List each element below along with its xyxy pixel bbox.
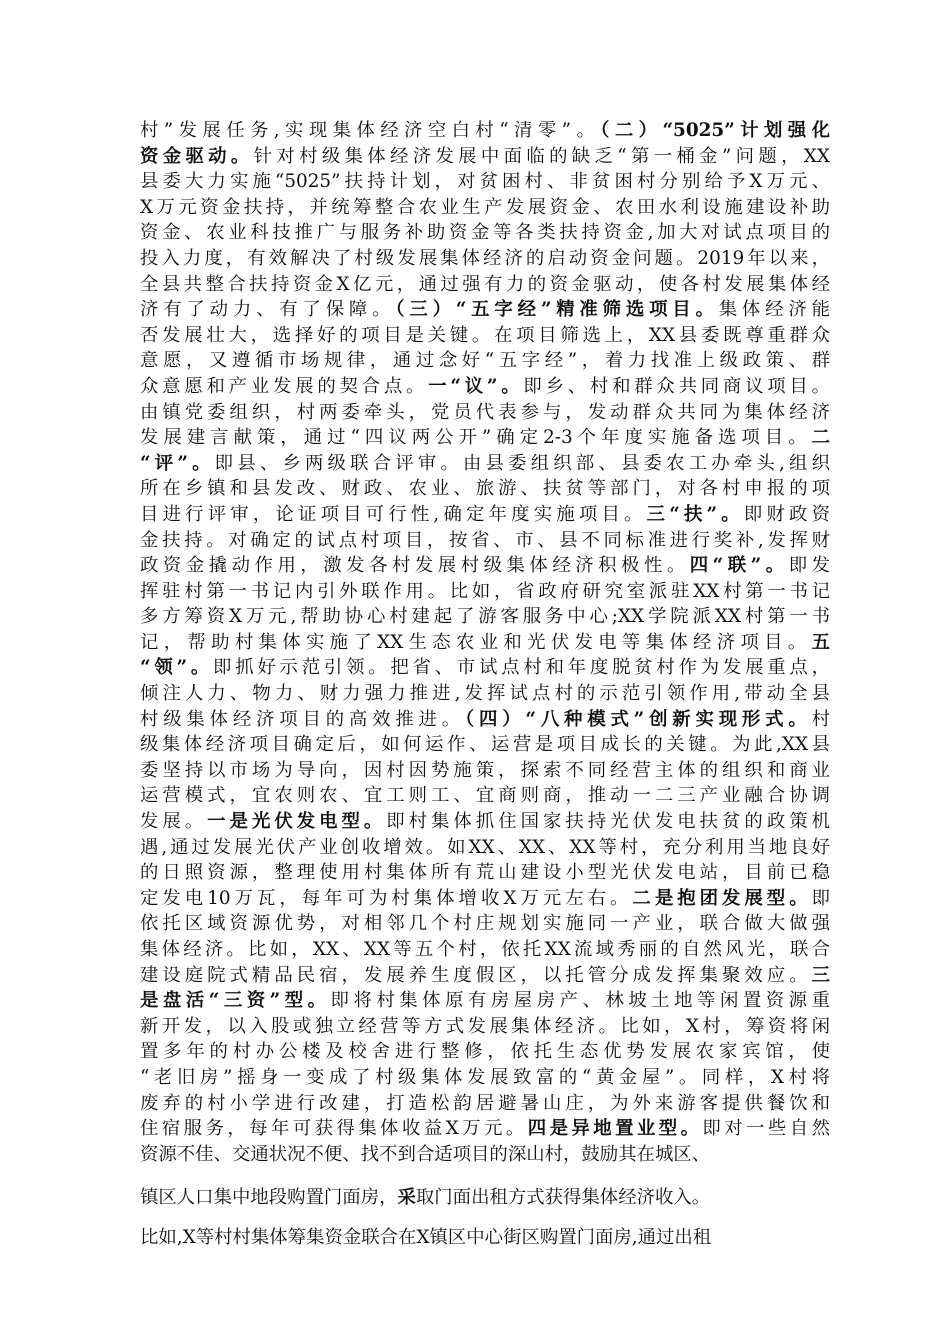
text-segment: “老旧房”摇身一变成了村级集体发展致富的“黄金屋”。同样，X村将	[140, 1066, 830, 1088]
line-gap	[140, 1167, 830, 1185]
text-line	[140, 732, 830, 758]
text-line	[140, 758, 830, 784]
text-line	[140, 1185, 830, 1211]
text-line	[140, 220, 830, 246]
text-segment: 住宿服务，每年可获得集体收益X万元。	[140, 1118, 528, 1140]
text-line	[140, 1225, 830, 1251]
text-line	[140, 1065, 830, 1091]
text-segment: 资源不佳、交通状况不便、找不到合适项目的深山村，鼓励其在城区、	[140, 1143, 711, 1165]
text-line	[140, 937, 830, 963]
text-line	[140, 476, 830, 502]
bold-heading-segment: （二）“5025”计划强化	[600, 120, 830, 141]
text-segment: 集体经济能	[718, 299, 830, 321]
text-line	[140, 681, 830, 707]
text-line	[140, 579, 830, 605]
text-segment: 发展建言献策，通过“四议两公开”确定2-3个年度实施备选项目。	[140, 427, 812, 449]
text-line	[140, 246, 830, 272]
text-segment: 遇,通过发展光伏产业创收增效。如XX、XX、XX等村，充分利用当地良好	[140, 836, 830, 858]
bold-heading-segment: 是盘活“三资”型。	[140, 990, 331, 1012]
bold-heading-segment: （四）“八种模式”创新实现形式。	[464, 708, 812, 730]
text-segment: 目进行评审，论证项目可行性,确定年度实施项目。	[140, 503, 647, 525]
bold-heading-segment: 五	[811, 631, 830, 653]
text-segment: 取门面出租方式获得集体经济收入。	[415, 1187, 711, 1209]
text-line	[140, 655, 830, 681]
text-line	[140, 1091, 830, 1117]
text-segment: 村级集体经济项目的高效推进。	[140, 708, 465, 730]
bold-heading-segment: “领”。	[140, 657, 214, 679]
text-line	[140, 1116, 830, 1142]
bold-heading-segment: 采	[397, 1187, 416, 1209]
text-line	[140, 425, 830, 451]
text-segment: 全县共整合扶持资金X亿元，通过强有力的资金驱动，使各村发展集体经	[140, 273, 830, 295]
text-segment: 多方筹资X万元,帮助协心村建起了游客服务中心;XX学院派XX村第一书	[140, 606, 830, 628]
text-line	[140, 707, 830, 733]
bold-heading-segment: 二是抱团发展型。	[632, 887, 812, 909]
text-line	[140, 809, 830, 835]
text-line	[140, 553, 830, 579]
text-line	[140, 886, 830, 912]
bold-heading-segment: 一“议”。	[428, 375, 524, 397]
bold-heading-segment: 二	[811, 427, 830, 449]
bold-heading-segment: 一是光伏发电型。	[207, 811, 387, 833]
text-segment: 即将村集体原有房屋房产、林坡土地等闲置资源重	[330, 990, 830, 1012]
text-segment: 新开发，以入股或独立经营等方式发展集体经济。比如，X村，筹资将闲	[140, 1015, 830, 1037]
text-line	[140, 1014, 830, 1040]
text-segment: 定发电10万瓦，每年可为村集体增收X万元左右。	[140, 887, 633, 909]
text-segment: 针对村级集体经济发展中面临的缺乏“第一桶金”问题，XX	[253, 145, 830, 167]
text-line	[140, 783, 830, 809]
text-segment: 即抓好示范引领。把省、市试点村和年度脱贫村作为发展重点，	[213, 657, 830, 679]
text-line	[140, 400, 830, 426]
text-segment: 县委大力实施“5025”扶持计划，对贫困村、非贫困村分别给予X万元、	[140, 171, 830, 193]
bold-heading-segment: （三）“五字经”精准筛选项目。	[395, 299, 719, 321]
text-segment: 村”发展任务,实现集体经济空白村“清零”。	[140, 120, 601, 141]
text-line	[140, 630, 830, 656]
text-segment: 倾注人力、物力、财力强力推进,发挥试点村的示范引领作用,带动全县	[140, 683, 830, 705]
text-segment: 由镇党委组织，村两委牵头，党员代表参与，发动群众共同为集体经济	[140, 401, 830, 423]
text-segment: 记，帮助村集体实施了XX生态农业和光伏发电等集体经济项目。	[140, 631, 812, 653]
text-segment: 即乡、村和群众共同商议项目。	[523, 375, 830, 397]
text-segment: 济有了动力、有了保障。	[140, 299, 396, 321]
text-line	[140, 604, 830, 630]
text-line	[140, 144, 830, 170]
text-segment: 发展。	[140, 811, 208, 833]
text-segment: X万元资金扶持，并统筹整合农业生产发展资金、农田水利设施建设补助	[140, 196, 830, 218]
text-line	[140, 502, 830, 528]
text-line	[140, 528, 830, 554]
text-line	[140, 169, 830, 195]
text-line	[140, 272, 830, 298]
text-line	[140, 860, 830, 886]
text-segment: 政资金撬动作用，激发各村发展村级集体经济积极性。	[140, 555, 690, 577]
text-segment: 村	[811, 708, 830, 730]
text-segment: 即发	[788, 555, 830, 577]
text-segment: 众意愿和产业发展的契合点。	[140, 375, 429, 397]
text-segment: 级集体经济项目确定后，如何运作、运营是项目成长的关键。为此,XX县	[140, 734, 830, 756]
text-segment: 投入力度，有效解决了村级发展集体经济的启动资金问题。2019年以来，	[140, 247, 830, 269]
bold-heading-segment: 资金驱动。	[140, 145, 254, 167]
text-segment: 即县、乡两级联合评审。由县委组织部、县委农工办牵头,组织	[214, 452, 830, 474]
text-line	[140, 118, 830, 144]
text-segment: 废弃的村小学进行改建，打造松韵居避暑山庄，为外来游客提供餐饮和	[140, 1092, 830, 1114]
text-segment: 的日照资源，整理使用村集体所有荒山建设小型光伏发电站，目前已稳	[140, 862, 830, 884]
text-line	[140, 374, 830, 400]
text-line	[140, 195, 830, 221]
bold-heading-segment: 四是异地置业型。	[527, 1118, 703, 1140]
body-text	[140, 118, 830, 1251]
text-segment: 集体经济。比如，XX、XX等五个村，依托XX流域秀丽的自然风光，联合	[140, 939, 830, 960]
bold-heading-segment: 四“联”。	[689, 555, 789, 577]
text-segment: 委坚持以市场为导向，因村因势施策，探索不同经营主体的组织和商业	[140, 759, 830, 781]
text-line	[140, 963, 830, 989]
text-segment: 运营模式，宜农则农、宜工则工、宜商则商，推动一二三产业融合协调	[140, 785, 830, 807]
text-segment: 资金、农业科技推广与服务补助资金等各类扶持资金,加大对试点项目的	[140, 222, 830, 244]
text-line	[140, 988, 830, 1014]
text-segment: 比如,X等村村集体筹集资金联合在X镇区中心街区购置门面房,通过出租	[140, 1226, 712, 1248]
text-segment: 挥驻村第一书记内引外联作用。比如，省政府研究室派驻XX村第一书记	[140, 580, 830, 602]
bold-heading-segment: 三	[811, 964, 830, 986]
text-line	[140, 451, 830, 477]
text-line	[140, 911, 830, 937]
text-segment: 意愿，又遵循市场规律，通过念好“五字经”，着力找准上级政策、群	[140, 350, 830, 372]
text-segment: 否发展壮大，选择好的项目是关键。在项目筛选上，XX县委既尊重群众	[140, 324, 830, 346]
text-segment: 所在乡镇和县发改、财政、农业、旅游、扶贫等部门，对各村申报的项	[140, 478, 830, 500]
line-gap	[140, 1211, 830, 1225]
text-line	[140, 835, 830, 861]
text-line	[140, 297, 830, 323]
text-segment: 金扶持。对确定的试点村项目，按省、市、县不同标准进行奖补,发挥财	[140, 529, 830, 551]
text-segment: 即财政资	[743, 503, 830, 525]
text-line	[140, 348, 830, 374]
text-segment: 镇区人口集中地段购置门面房，	[140, 1187, 398, 1209]
bold-heading-segment: “评”。	[140, 452, 215, 474]
text-line	[140, 323, 830, 349]
text-line	[140, 1142, 830, 1168]
text-segment: 置多年的村办公楼及校舍进行整修，依托生态优势发展农家宾馆，使	[140, 1041, 830, 1063]
text-line	[140, 1039, 830, 1065]
text-segment: 即村集体抓住国家扶持光伏发电扶贫的政策机	[386, 811, 830, 833]
text-segment: 依托区域资源优势，对相邻几个村庄规划实施同一产业，联合做大做强	[140, 913, 830, 935]
text-segment: 即	[811, 887, 830, 909]
bold-heading-segment: 三“扶”。	[646, 503, 744, 525]
text-segment: 建设庭院式精品民宿，发展养生度假区，以托管分成发挥集聚效应。	[140, 964, 812, 986]
text-segment: 即对一些自然	[702, 1118, 830, 1140]
